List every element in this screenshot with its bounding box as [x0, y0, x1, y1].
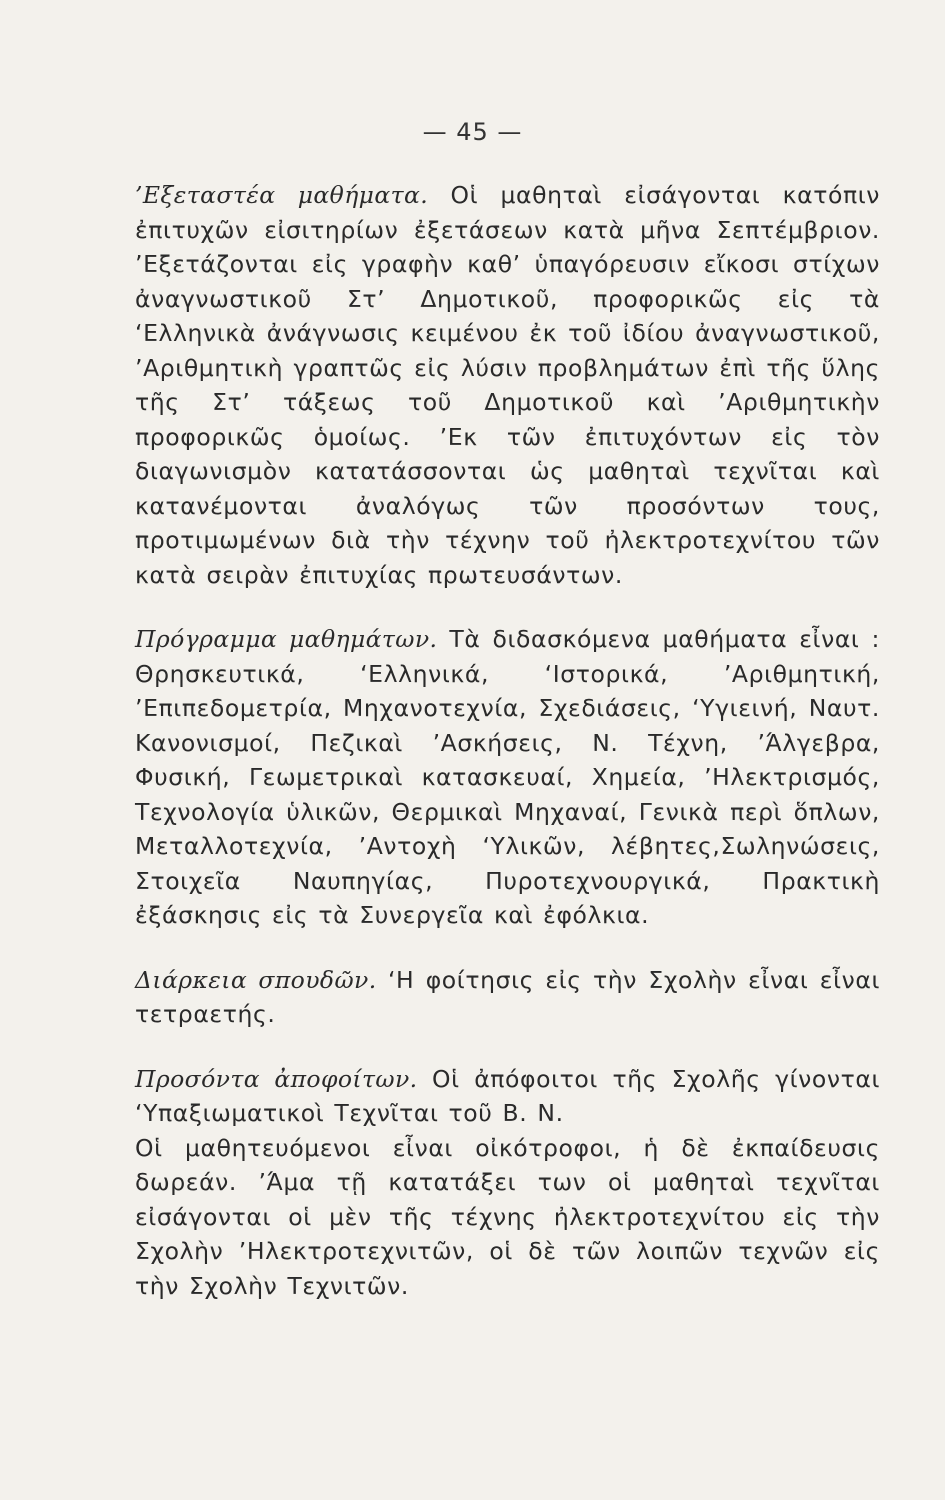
section-text: Οἱ ἀπόφοιτοι τῆς Σχολῆς γίνονται ‘Υπαξιωματικοὶ Τεχνῖται τοῦ Β. Ν.: [135, 1064, 880, 1127]
section-heading: Πρόγραμμα μαθημάτων.: [135, 625, 438, 653]
section-text: Τὰ διδασκόμενα μαθήματα εἶναι : Θρησκευτικά, ‘Ελληνικά, ‘Ιστορικά, ’Αριθμητική, ’Επιπεδομετρία, Μηχανοτεχνία, Σχεδιάσεις, ‘Υγιεινή, Ναυτ. Κανονισμοί, Πεζικαὶ ’Ασκήσεις, Ν. Τέχνη, ’Άλγεβρα, Φυσική, Γεωμετρικαὶ κατασκευαί, Χημεία, ’Ηλεκτρισμός, Τεχνολογία ὑλικῶν, Θερμικαὶ Μηχαναί, Γενικὰ περὶ ὅπλων, Μεταλλοτεχνία, ’Αντοχὴ ‘Υλικῶν, λέβητες,Σωληνώσεις, Στοιχεῖα Ναυπηγίας, Πυροτεχνουργικά, Πρακτικὴ ἐξάσκησις εἰς τὰ Συνεργεῖα καὶ ἐφόλκια.: [135, 625, 880, 929]
section-curriculum: [135, 622, 880, 933]
section-heading: Διάρκεια σπουδῶν.: [135, 965, 377, 994]
section-text: Οἱ μαθηταὶ εἰσάγονται κατόπιν ἐπιτυχῶν εἰσιτηρίων ἐξετάσεων κατὰ μῆνα Σεπτέμβριον. ’Εξετάζονται εἰς γραφὴν καθ’ ὑπαγόρευσιν εἴκοσι στίχων ἀναγνωστικοῦ Στ’ Δημοτικοῦ, προφορικῶς εἰς τὰ ‘Ελληνικὰ ἀνάγνωσις κειμένου ἐκ τοῦ ἰδίου ἀναγνωστικοῦ, ’Αριθμητικὴ γραπτῶς εἰς λύσιν προβλημάτων ἐπὶ τῆς ὕλης τῆς Στ’ τάξεως τοῦ Δημοτικοῦ καὶ ’Αριθμητικὴν προφορικῶς ὁμοίως. ’Εκ τῶν ἐπιτυχόντων εἰς τὸν διαγωνισμὸν κατατάσσονται ὡς μαθηταὶ τεχνῖται καὶ κατανέμονται ἀναλόγως τῶν προσόντων τους, προτιμωμένων διὰ τὴν τέχνην τοῦ ἠλεκτροτεχνίτου τῶν κατὰ σειρὰν ἐπιτυχίας πρωτευσάντων.: [135, 181, 880, 589]
page-number: — 45 —: [422, 118, 523, 146]
section-study-duration: [135, 963, 880, 1032]
section-graduate-qualifications: [135, 1062, 880, 1131]
section-heading: ’Εξεταστέα μαθήματα.: [135, 181, 429, 209]
section-text: ‘Η φοίτησις εἰς τὴν Σχολὴν εἶναι εἶναι τετραετής.: [135, 965, 880, 1028]
section-exam-subjects: [135, 178, 880, 592]
closing-paragraph: Οἱ μαθητευόμενοι εἶναι οἰκότροφοι, ἡ δὲ ἐκπαίδευσις δωρεάν. ’Άμα τῇ κατατάξει των οἱ μαθηταὶ τεχνῖται εἰσάγονται οἱ μὲν τῆς τέχνης ἠλεκτροτεχνίτου εἰς τὴν Σχολὴν ’Ηλεκτροτεχνιτῶν, οἱ δὲ τῶν λοιπῶν τεχνῶν εἰς τὴν Σχολὴν Τεχνιτῶν.: [135, 1133, 880, 1300]
section-heading: Προσόντα ἀποφοίτων.: [135, 1064, 418, 1093]
body-text: [135, 178, 880, 1303]
